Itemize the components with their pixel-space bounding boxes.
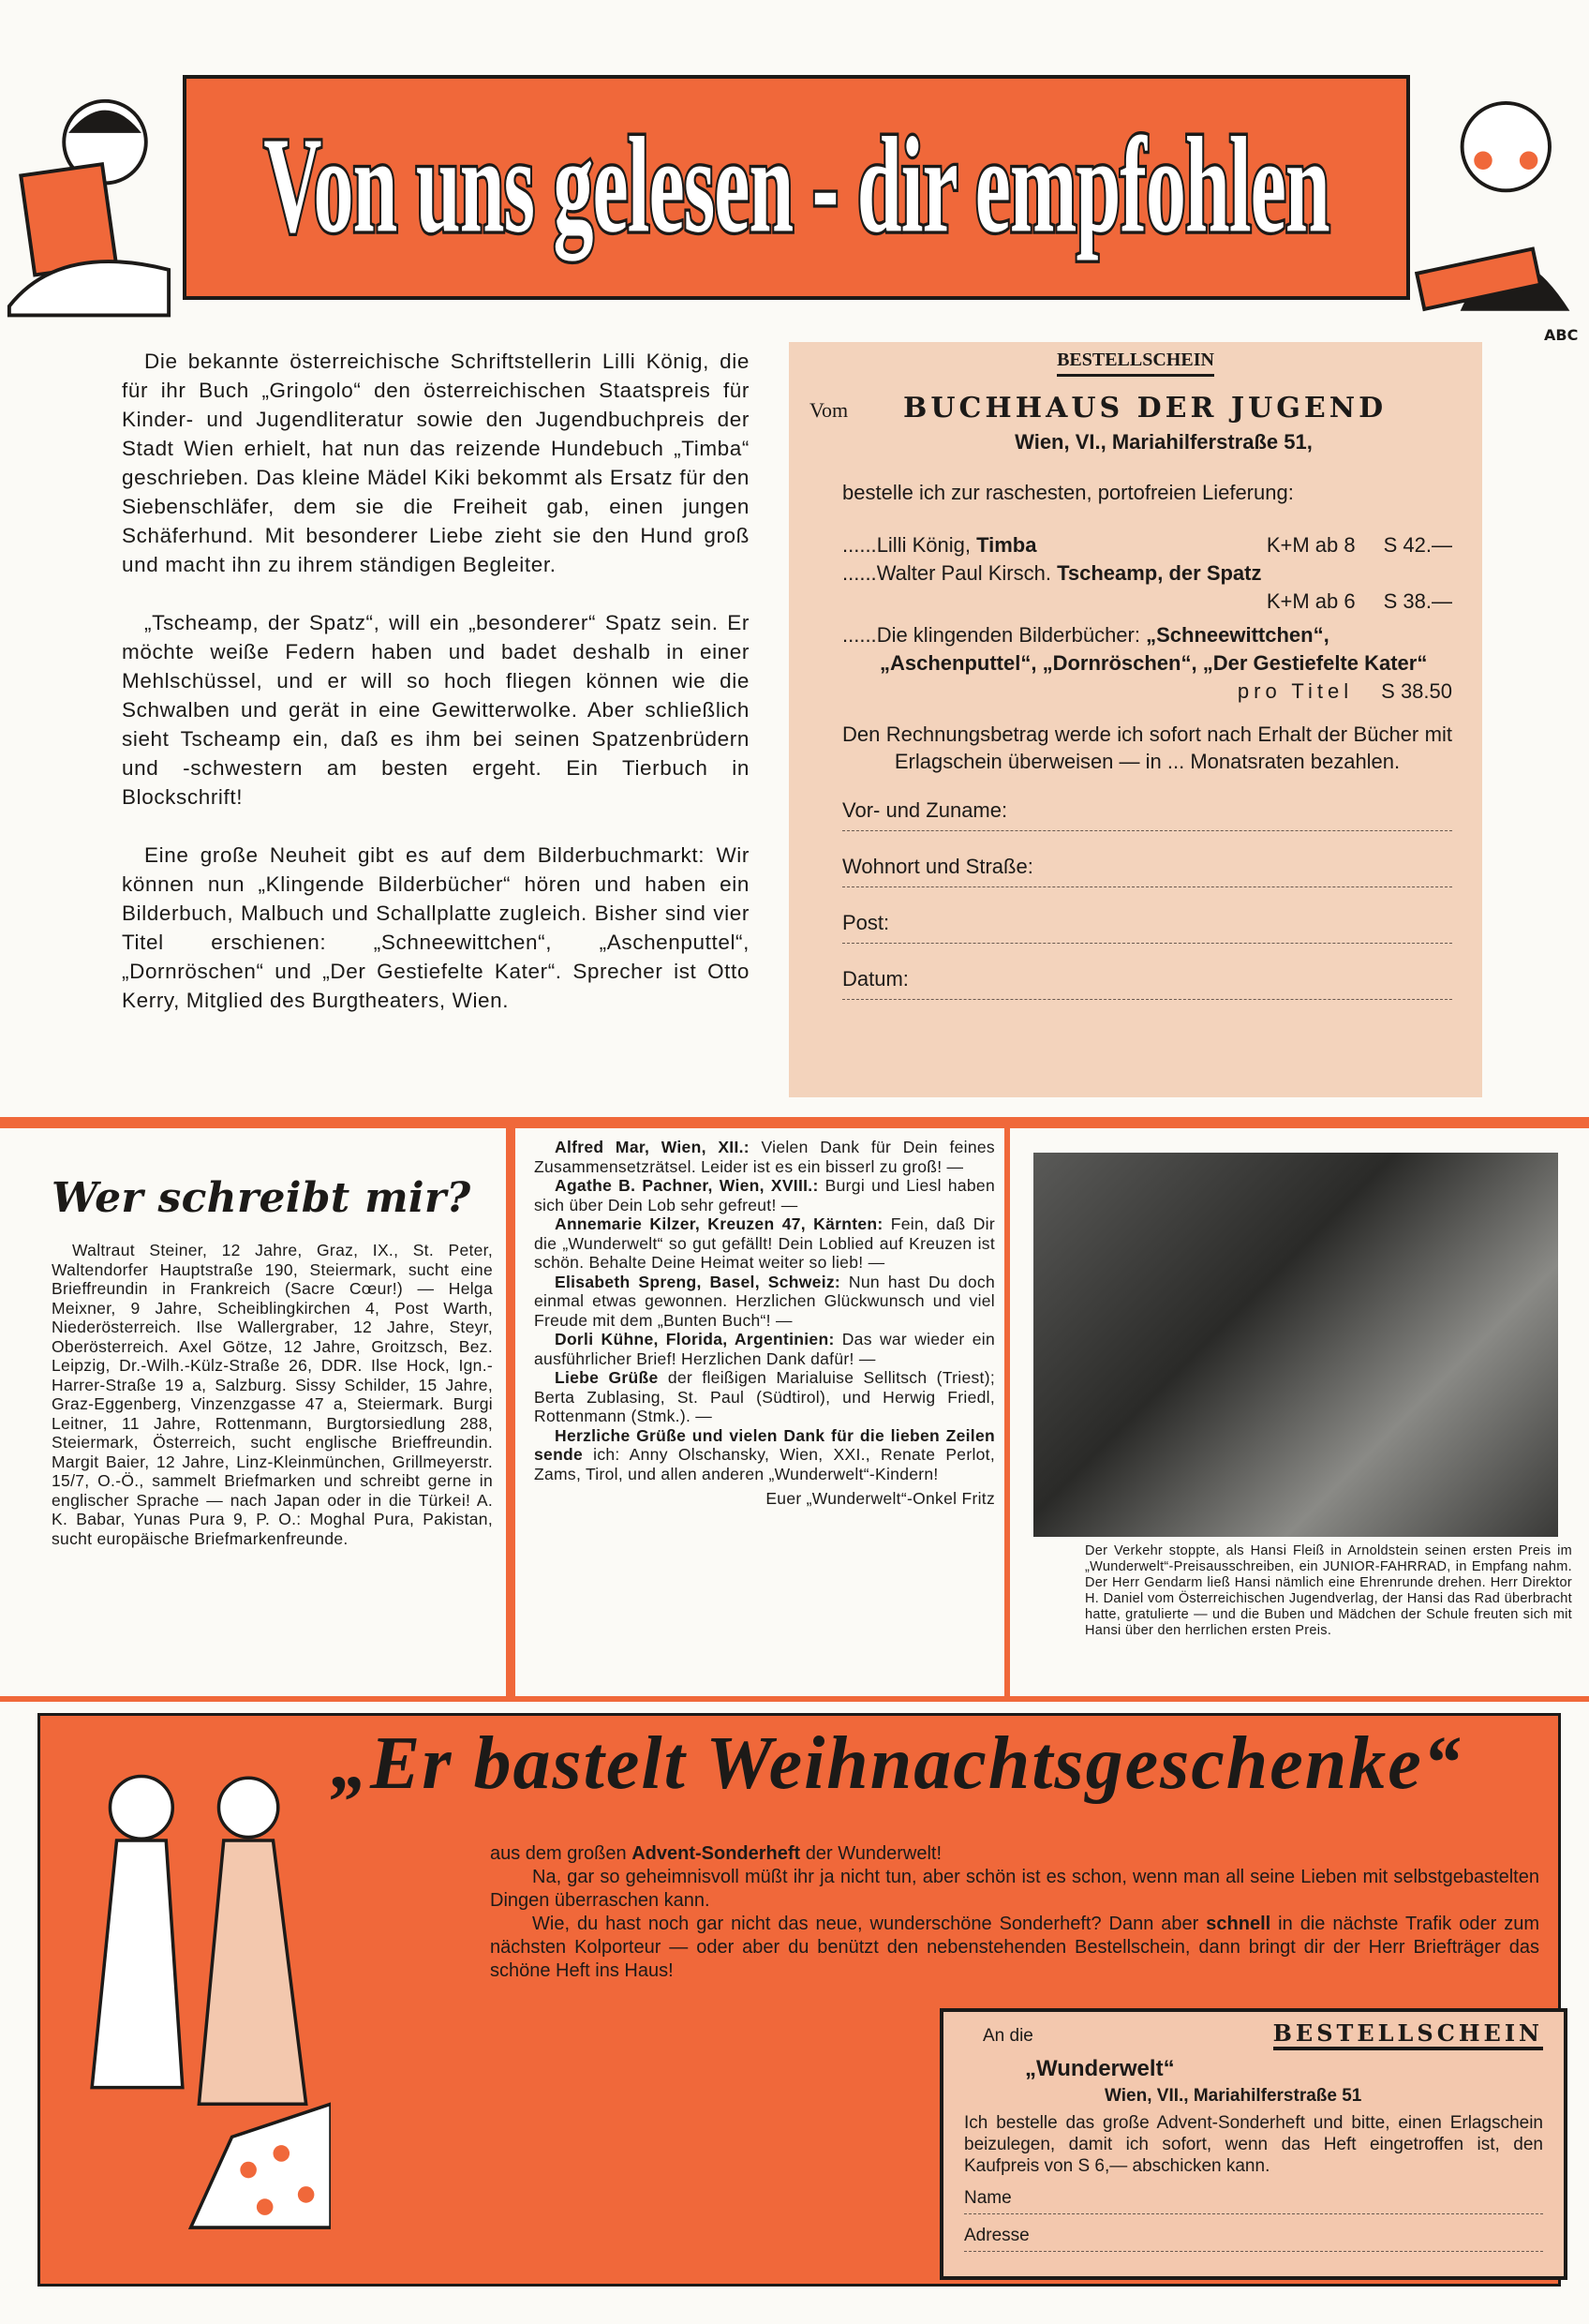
item-author: Walter Paul Kirsch. xyxy=(876,561,1051,585)
name-field[interactable] xyxy=(964,2177,1543,2214)
item-price: S 38.— xyxy=(1383,589,1452,613)
letter-entry: Annemarie Kilzer, Kreuzen 47, Kärnten: Fein, daß Dir die „Wunderwelt“ so gut gefällt! Dein Loblied auf Kreuzen ist schön. Behalte Deine Heimat weiter so lieb! — xyxy=(534,1214,995,1272)
item-title: Tscheamp, der Spatz xyxy=(1057,561,1262,585)
letters-section xyxy=(0,1128,1589,1702)
order-text: Ich bestelle das große Advent-Sonderheft und bitte, einen Erlagschein beizulegen, damit ich sofort, wenn das Heft eingetroffen ist, den Kaufpreis von S 6,— abschicken kann. xyxy=(964,2113,1543,2176)
date-field[interactable] xyxy=(842,944,1452,1000)
address-field[interactable] xyxy=(964,2214,1543,2252)
magazine-order-form xyxy=(940,2008,1567,2280)
item-price: S 42.— xyxy=(1383,533,1452,557)
field-label: Datum: xyxy=(842,967,909,991)
advent-lead: aus dem großen Advent-Sonderheft der Wunderwelt! xyxy=(490,1843,943,1864)
letter-entry: Liebe Grüße der fleißigen Marialuise Sellitsch (Triest); Berta Zublasing, St. Paul (Südtirol), und Herwig Friedl, Rottenmann (Stmk.). — xyxy=(534,1368,996,1425)
item-age: K+M ab 8 xyxy=(1266,533,1356,557)
intro-article xyxy=(122,347,750,1044)
letter-entry: Dorli Kühne, Florida, Argentinien: Das war wieder ein ausführlicher Brief! Herzlichen Dank dafür! — xyxy=(534,1330,995,1368)
shop-address: Wien, VI., Mariahilferstraße 51, xyxy=(1015,430,1313,454)
advent-advert xyxy=(37,1713,1561,2287)
section-divider xyxy=(0,1117,1589,1128)
name-field[interactable] xyxy=(842,775,1452,831)
presenting-man-illustration xyxy=(1415,80,1583,323)
field-label: Wohnort und Straße: xyxy=(842,855,1033,878)
field-label: Post: xyxy=(842,911,890,934)
article-paragraph: Die bekannte österreichische Schriftstellerin Lilli König, die für ihr Buch „Gringolo“ den österreichischen Staatspreis für Kinder- und Jugendliteratur sowie den Jugendbuchpreis der Stadt Wien erhielt, hat nun das reizende Hundebuch „Timba“ geschrieben. Das kleine Mädel Kiki bekommt als Ersatz für den Siebenschläfer, dem sie die Freiheit gab, einen jungen Schäferhund. Mit besonderer Liebe zieht sie den Hund groß und macht ihn zu ihrem ständigen Begleiter. xyxy=(122,350,750,576)
pen-pals-title: Wer schreibt mir? xyxy=(52,1174,471,1222)
shop-name: BUCHHAUS DER JUGEND xyxy=(903,392,1388,425)
header-banner xyxy=(183,75,1410,300)
payment-note: Den Rechnungsbetrag werde ich sofort nach Erhalt der Bücher mit Erlagschein überweisen — in ... Monatsraten bezahlen. xyxy=(842,723,1452,773)
recipient-label: An die xyxy=(983,2026,1033,2046)
field-label: Vor- und Zuname: xyxy=(842,798,1008,822)
advent-paragraph: Na, gar so geheimnisvoll müßt ihr ja nicht tun, aber schön ist es schon, wenn man all seine Lieben mit selbstgebastelten Dingen überraschen kann. xyxy=(490,1867,1539,1911)
advent-text xyxy=(490,1842,1539,1983)
reading-man-illustration xyxy=(5,75,173,319)
order-form-heading: BESTELLSCHEIN xyxy=(1057,350,1214,377)
item-age: pro Titel xyxy=(1237,679,1354,703)
book-order-form: BESTELLSCHEIN Vom BUCHHAUS DER JUGEND Wien, VI., Mariahilferstraße 51, bestelle ich zur raschesten, portofreien Lieferung: ...... Lilli König, Timba K+M ab 8 S 42.— ...... Walter Paul Kirsch. Tscheamp, der Spatz K+M ab 6 S 38.— ......Die klingenden Bilderbücher: „Schneewittchen“, „Aschenputtel“, „Dornröschen“, „Der Gestiefelte Kater“ pro Titel S 38.50 Den Rechnungsbetrag werde ich sofort nach Erhalt der Bücher mit Erlagschein überweisen — in ... Monatsraten bezahlen. Vor- und Zuname: Wohnort und Straße: Post: Datum: xyxy=(789,342,1482,1097)
field-label: Adresse xyxy=(964,2226,1030,2245)
magazine-name: „Wunderwelt“ xyxy=(1025,2056,1175,2081)
letters-column xyxy=(515,1128,1004,1696)
advent-title: „Er bastelt Weihnachtsgeschenke“ xyxy=(331,1722,1463,1805)
article-paragraph: „Tscheamp, der Spatz“, will ein „besonderer“ Spatz sein. Er möchte weiße Federn haben und badet deshalb in einer Mehlschüssel, und er will so hoch fliegen können wie die Schwalben und gerät in eine Gewitterwolke. Aber schließlich sieht Tscheamp ein, daß es ihm bei seinen Spatzenbrüdern und -schwestern am besten ergeht. Ein Tierbuch in Blockschrift! xyxy=(122,611,750,809)
magazine-address: Wien, VII., Mariahilferstraße 51 xyxy=(1105,2086,1362,2106)
item-author: Lilli König, xyxy=(876,533,971,557)
order-intro: bestelle ich zur raschesten, portofreien Lieferung: xyxy=(842,481,1294,504)
item-age: K+M ab 6 xyxy=(1266,589,1356,613)
post-field[interactable] xyxy=(842,887,1452,944)
order-form-heading: BESTELLSCHEIN xyxy=(1273,2019,1543,2050)
page-title: Von uns gelesen - dir empfohlen xyxy=(263,108,1329,261)
photo-column xyxy=(1010,1128,1589,1696)
pen-pals-column xyxy=(0,1128,506,1696)
vom-label: Vom xyxy=(809,398,849,422)
letter-entry: Elisabeth Spreng, Basel, Schweiz: Nun hast Du doch einmal etwas gewonnen. Herzlichen Glückwunsch und viel Freude mit dem „Bunten Buch“! — xyxy=(534,1272,995,1330)
article-paragraph: Eine große Neuheit gibt es auf dem Bilderbuchmarkt: Wir können nun „Klingende Bilderbücher“ hören und haben ein Bilderbuch, Malbuch und Schallplatte zugleich. Bisher sind vier Titel erschienen: „Schneewittchen“, „Aschenputtel“, „Dornröschen“ und „Der Gestiefelte Kater“. Sprecher ist Otto Kerry, Mitglied des Burgtheaters, Wien. xyxy=(122,843,750,1012)
advent-paragraph: Wie, du hast noch gar nicht das neue, wunderschöne Sonderheft? Dann aber schnell in die nächste Trafik oder zum nächsten Kolporteur — oder aber du benützt den nebenstehenden Bestellschein, dann bringt dir der Herr Briefträger das schöne Heft ins Haus! xyxy=(490,1914,1539,1981)
bicycle-prize-photo xyxy=(1033,1153,1558,1537)
item-author: Die klingenden Bilderbücher: xyxy=(876,623,1140,647)
item-title: „Schneewittchen“, „Aschenputtel“, „Dornröschen“, „Der Gestiefelte Kater“ xyxy=(880,623,1428,675)
letter-entry: Herzliche Grüße und vielen Dank für die lieben Zeilen sende ich: Anny Olschansky, Wien, XXI., Renate Perlot, Zams, Tirol, und allen anderen „Wunderwelt“-Kindern! xyxy=(534,1425,995,1483)
pen-pals-text: Waltraut Steiner, 12 Jahre, Graz, IX., St. Peter, Waltendorfer Hauptstraße 190, Steiermark, sucht eine Brieffreundin in Frankreich (Sacre Cœur!) — Helga Meixner, 9 Jahre, Scheiblingkirchen 4, Post Warth, Niederösterreich. Ilse Wallergraber, 12 Jahre, Steyr, Oberösterreich. Axel Götze, 12 Jahre, Groitzsch, Bez. Leipzig, Dr.-Wilh.-Külz-Straße 26, DDR. Ilse Hock, Ign.-Harrer-Straße 19 a, Salzburg. Sissy Schilder, 15 Jahre, Graz-Eggenberg, Vinzenzgasse 47 a, Steiermark. Burgi Leitner, 11 Jahre, Rottenmann, Burgtorsiedlung 288, Steiermark, Österreich, sucht englische Brieffreundin. Margit Baier, 12 Jahre, Linz-Kleinmünchen, Grillmeyerstr. 15/7, O.-Ö., sammelt Briefmarken und schreibt gerne in englischer Sprache — nach Japan oder in die Türkei! A. K. Babar, Yunas Pura 9, P. O.: Moghal Pura, Pakistan, sucht europäische Briefmarkenfreunde. xyxy=(52,1241,493,1548)
address-field[interactable] xyxy=(842,831,1452,887)
field-label: Name xyxy=(964,2188,1012,2208)
signoff: Euer „Wunderwelt“-Onkel Fritz xyxy=(765,1489,995,1508)
photo-caption: Der Verkehr stoppte, als Hansi Fleiß in Arnoldstein seinen ersten Preis im „Wunderwelt“-Preisausschreiben, ein JUNIOR-FAHRRAD, in Empfang nahm. Der Herr Gendarm ließ Hansi nämlich eine Ehrenrunde drehen. Herr Direktor H. Daniel vom Österreichischen Jugendverlag, der Hansi das Rad überbracht hatte, gratulierte — und die Buben und Mädchen der Schule freuten sich mit Hansi über den herrlichen ersten Preis. xyxy=(1085,1543,1572,1638)
couple-illustration xyxy=(59,1725,331,2269)
item-price: S 38.50 xyxy=(1381,679,1452,703)
item-title: Timba xyxy=(976,533,1037,557)
letter-entry: Alfred Mar, Wien, XII.: Vielen Dank für Dein feines Zusammensetzrätsel. Leider ist es ein bisserl zu groß! — xyxy=(534,1138,995,1176)
artist-signature: ABC xyxy=(1544,326,1579,344)
letter-entry: Agathe B. Pachner, Wien, XVIII.: Burgi und Liesl haben sich über Dein Lob sehr gefreut! — xyxy=(534,1176,995,1214)
